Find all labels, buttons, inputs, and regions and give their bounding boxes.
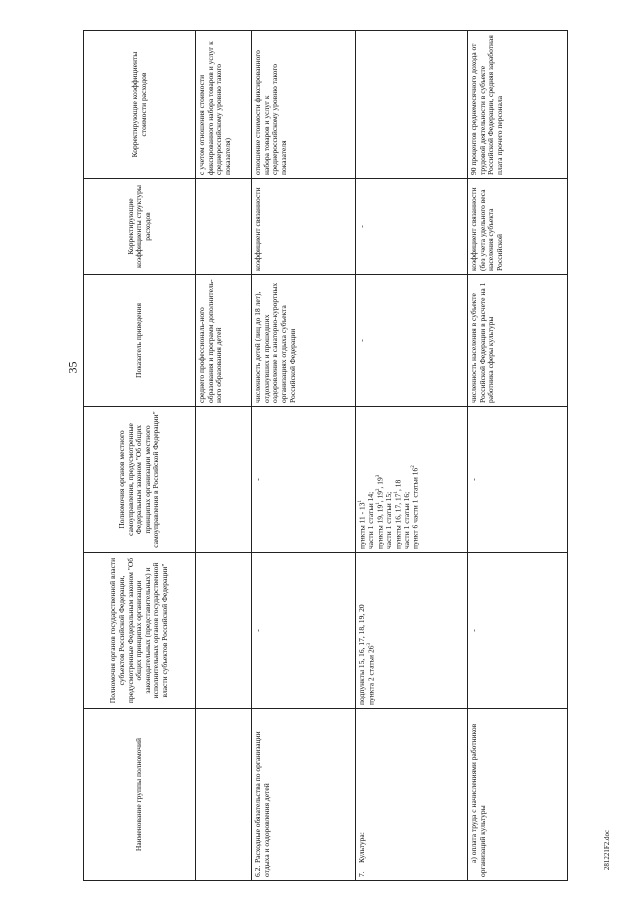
table-row — [468, 31, 568, 881]
header-regional-powers: Полномочия органов государственной власти субъектов Российской Федерации, предусмотренные Федеральным законом "Об общих принципах организации законодательных (представительных) и исполнительных органов государственной власти субъектов Российской Федерации" — [84, 553, 196, 709]
cell-indicator: - — [356, 275, 468, 407]
powers-table — [83, 30, 568, 881]
cell-structure — [196, 179, 252, 275]
cell-regional — [356, 553, 468, 709]
cell-indicator: численность населения в субъекте Российской Федерации в расчете на 1 работника сферы культуры — [468, 275, 568, 407]
page-number: 35 — [65, 361, 80, 373]
cell-structure: - — [356, 179, 468, 275]
header-indicator: Показатель приведения — [84, 275, 196, 407]
row-name: Расходные обязательства по организации отдыха и оздоровления детей — [253, 731, 271, 877]
cell-indicator: численность детей (лиц до 18 лет), отдохнувших и прошедших оздоровление в санаторно-курортных организациях отдыха субъекта Российской Федерации — [252, 275, 356, 407]
municipal-powers-line: пункты 16, 17, $17^1$, 18 — [393, 479, 402, 549]
cell-regional: - — [252, 553, 356, 709]
header-structure-coefficients: Корректирующие коэффициенты структуры расходов — [84, 179, 196, 275]
cell-cost: 90 процентов среднемесячного дохода от трудовой деятельности в субъекте Российской Федерации, средняя заработная плата прочего персонала — [468, 31, 568, 179]
municipal-powers-line: пункт 6 части 1 статьи $16^2$ — [410, 465, 420, 549]
regional-powers-line: подпункты 15, 16, 17, 18, 19, 20 — [357, 604, 366, 705]
row-name: Культура: — [357, 832, 366, 863]
cell-regional: - — [468, 553, 568, 709]
cell-municipal — [196, 407, 252, 553]
table-row — [252, 31, 356, 881]
table-header-row — [84, 31, 196, 881]
table-row — [356, 31, 468, 881]
municipal-powers-line: пункты 19, $19^1$, $19^2$, $19^3$ — [375, 474, 385, 549]
cell-cost: с учетом отношения стоимости фиксированного набора товаров и услуг к среднероссийскому уровню такого показателя) — [196, 31, 252, 179]
cell-name — [468, 709, 568, 881]
cell-cost: отношение стоимости фиксированного набора товаров и услуг к среднероссийскому уровню такого показателя — [252, 31, 356, 179]
row-number: 7. — [357, 871, 366, 877]
cell-name — [196, 709, 252, 881]
cell-structure: коэффициент связанности (без учета удельного веса населения субъекта Российской — [468, 179, 568, 275]
header-group-name: Наименование группы полномочий — [84, 709, 196, 881]
row-number: 6.2. — [253, 865, 262, 877]
document-footer: 281221F2.doc — [603, 829, 611, 871]
table-row — [196, 31, 252, 881]
header-cost-coefficients: Корректирующие коэффициенты стоимости расходов — [84, 31, 196, 179]
cell-municipal: - — [252, 407, 356, 553]
header-municipal-powers: Полномочия органов местного самоуправления, предусмотренные Федеральным законом "Об общих принципах организации местного самоуправления в Российской Федерации" — [84, 407, 196, 553]
cell-structure: коэффициент связанности — [252, 179, 356, 275]
cell-municipal — [356, 407, 468, 553]
cell-regional — [196, 553, 252, 709]
municipal-powers-line: пункты $11 - 13^1$ — [357, 500, 367, 549]
rotated-table-container — [83, 31, 593, 881]
municipal-powers-line: части 1 статьи 14; — [366, 491, 376, 549]
row-name: а) оплата труда с начислениями работников организаций культуры — [469, 723, 487, 877]
cell-name — [356, 709, 468, 881]
municipal-powers-line: части 1 статьи 16; — [401, 491, 411, 549]
cell-name — [252, 709, 356, 881]
cell-municipal: - — [468, 407, 568, 553]
regional-powers-line: пункта 2 статьи $26^3$ — [366, 643, 376, 705]
cell-cost — [356, 31, 468, 179]
municipal-powers-line: части 1 статьи 15; — [383, 491, 393, 549]
cell-indicator: среднего профессиональ-ного образования и программ дополнитель-ного образования детей — [196, 275, 252, 407]
